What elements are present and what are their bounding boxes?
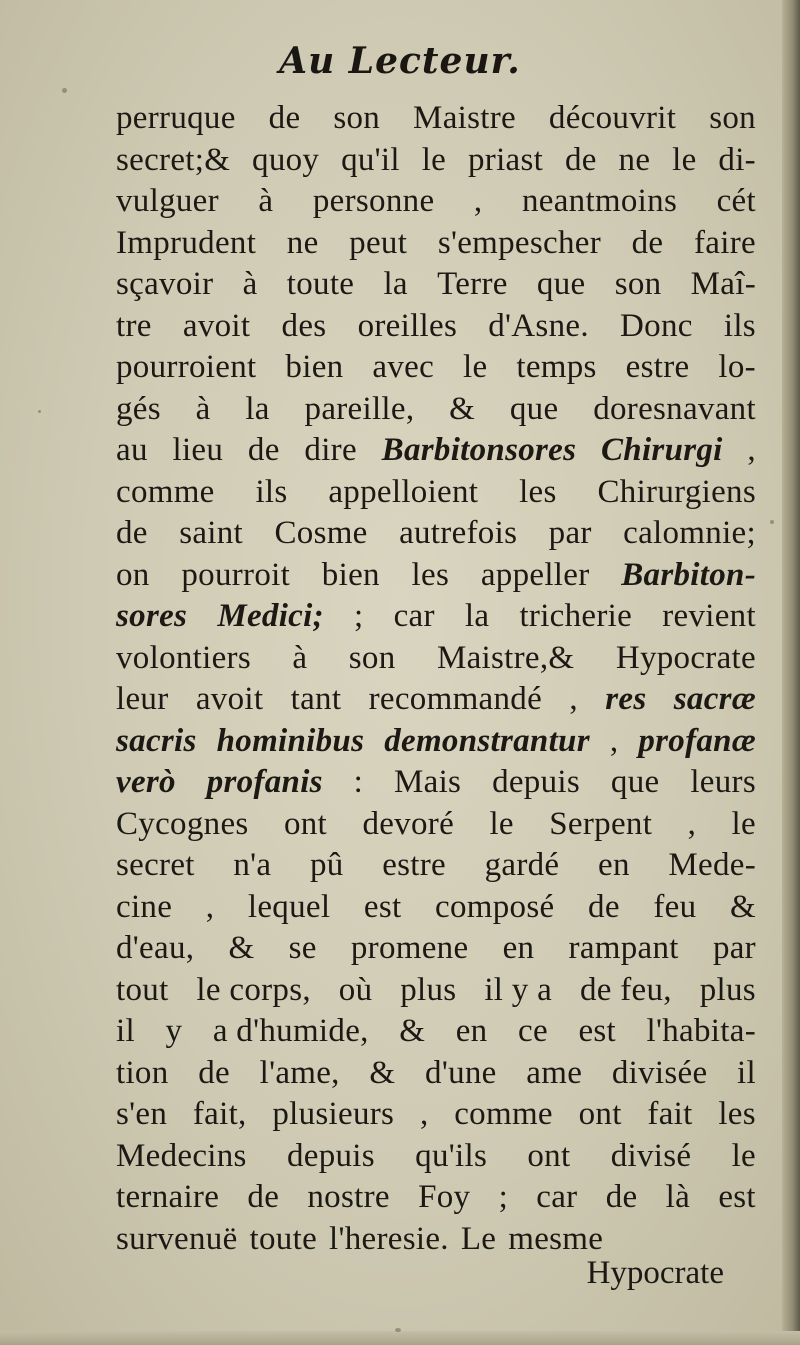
word: neantmoins bbox=[521, 183, 678, 219]
word: il bbox=[116, 1013, 135, 1049]
word: le corps, bbox=[196, 971, 311, 1008]
word: , bbox=[419, 1096, 429, 1132]
text-line bbox=[116, 98, 756, 140]
text-line bbox=[116, 1053, 756, 1095]
word: fait bbox=[647, 1096, 693, 1132]
word: se bbox=[288, 930, 317, 966]
word: rampant bbox=[568, 930, 679, 966]
word: l'heresie. bbox=[329, 1220, 449, 1257]
word: toute bbox=[249, 1220, 318, 1257]
word: Chirurgiens bbox=[597, 473, 756, 510]
text-line bbox=[116, 1094, 756, 1136]
word: que bbox=[610, 764, 660, 800]
text-line bbox=[116, 1219, 756, 1261]
word: Cycognes bbox=[116, 805, 249, 842]
word: & bbox=[399, 1013, 426, 1049]
text-line bbox=[116, 970, 756, 1012]
word: sacris bbox=[116, 722, 197, 759]
word: , bbox=[609, 722, 619, 759]
text-line bbox=[116, 264, 756, 306]
word: promene bbox=[350, 930, 469, 966]
word: Donc bbox=[620, 307, 693, 344]
word: qu'ils bbox=[415, 1137, 488, 1174]
word: Cosme bbox=[274, 515, 368, 551]
paper-speck bbox=[62, 88, 67, 93]
word: là bbox=[665, 1179, 691, 1215]
word: vulguer bbox=[116, 183, 219, 219]
word: ils bbox=[255, 473, 288, 510]
word: tant bbox=[290, 681, 342, 717]
word: bien bbox=[321, 556, 380, 593]
word: de bbox=[564, 141, 597, 178]
word: de bbox=[268, 100, 301, 136]
word: perruque bbox=[116, 100, 236, 136]
word: y bbox=[165, 1013, 183, 1049]
word: son bbox=[333, 100, 381, 136]
word: à bbox=[292, 639, 308, 676]
word: Mais bbox=[394, 764, 462, 800]
text-line bbox=[116, 223, 756, 265]
word: car bbox=[536, 1179, 578, 1215]
word: sores bbox=[116, 598, 188, 634]
word: il bbox=[737, 1054, 756, 1091]
word: cine bbox=[116, 888, 173, 925]
word: avec bbox=[372, 349, 435, 385]
word: Maistre bbox=[413, 100, 516, 136]
word: Maî- bbox=[690, 266, 756, 302]
word: est bbox=[363, 888, 402, 925]
word: plus bbox=[699, 971, 756, 1008]
word: le bbox=[463, 349, 488, 385]
word: Le bbox=[460, 1220, 497, 1257]
word: est bbox=[718, 1179, 756, 1215]
word: ternaire bbox=[116, 1179, 220, 1215]
word: de bbox=[605, 1179, 638, 1215]
word: découvrit bbox=[548, 100, 677, 136]
text-line bbox=[116, 389, 756, 431]
word: Medici; bbox=[217, 598, 324, 634]
word: appelloient bbox=[328, 473, 479, 510]
text-line bbox=[116, 430, 756, 472]
paper-speck bbox=[38, 410, 41, 413]
word: hominibus bbox=[216, 722, 365, 759]
word: cét bbox=[716, 183, 756, 219]
word: le bbox=[731, 805, 756, 842]
word: divisée bbox=[611, 1054, 708, 1091]
running-head: Au Lecteur. bbox=[279, 40, 521, 82]
word: Hypocrate bbox=[615, 639, 756, 676]
word: secret bbox=[116, 847, 195, 883]
word: ; bbox=[354, 598, 364, 634]
word: ont bbox=[527, 1137, 571, 1174]
word: d'une bbox=[425, 1054, 497, 1091]
word: son bbox=[348, 639, 396, 676]
word: de feu, bbox=[579, 971, 672, 1008]
word: peut bbox=[349, 224, 408, 261]
word: depuis bbox=[492, 764, 581, 800]
word: volontiers bbox=[116, 639, 251, 676]
word: ne bbox=[618, 141, 651, 178]
word: saint bbox=[179, 515, 244, 551]
word: l'ame, bbox=[259, 1054, 340, 1091]
word: n'a bbox=[233, 847, 272, 883]
word: profanis bbox=[206, 764, 323, 800]
word: survenuë bbox=[116, 1220, 238, 1257]
word: autrefois bbox=[399, 515, 518, 551]
word: à bbox=[195, 390, 211, 427]
word: Barbiton- bbox=[621, 556, 756, 593]
text-line bbox=[116, 513, 756, 555]
word: où bbox=[338, 971, 373, 1008]
word: , bbox=[569, 681, 578, 717]
word: : bbox=[353, 764, 364, 800]
word: il y a bbox=[484, 971, 553, 1008]
word: Mede- bbox=[668, 847, 756, 883]
word: la bbox=[245, 390, 270, 427]
body-text bbox=[116, 98, 756, 1260]
word: Chirurgi bbox=[601, 432, 723, 468]
text-line bbox=[116, 306, 756, 348]
word: lequel bbox=[247, 888, 331, 925]
word: Maistre,& bbox=[436, 639, 575, 676]
word: calomnie; bbox=[623, 515, 756, 551]
word: la bbox=[383, 266, 408, 302]
word: quoy bbox=[252, 141, 320, 178]
word: en bbox=[598, 847, 630, 883]
word: estre bbox=[625, 349, 690, 385]
catchword: Hypocrate bbox=[586, 1255, 724, 1291]
word: la bbox=[464, 598, 490, 634]
word: s'en bbox=[116, 1096, 168, 1132]
word: le bbox=[672, 141, 697, 178]
text-line bbox=[116, 555, 756, 597]
word: & bbox=[729, 888, 756, 925]
word: en bbox=[502, 930, 535, 966]
word: sçavoir bbox=[116, 266, 214, 302]
text-line bbox=[116, 887, 756, 929]
page-bottom-edge bbox=[0, 1331, 800, 1345]
word: revient bbox=[662, 598, 756, 634]
word: res bbox=[605, 681, 647, 717]
word: appeller bbox=[480, 556, 590, 593]
word: di- bbox=[718, 141, 756, 178]
word: ont bbox=[283, 805, 328, 842]
word: gés bbox=[116, 390, 161, 427]
word: car bbox=[393, 598, 435, 634]
word: tion bbox=[116, 1054, 169, 1091]
word: plusieurs bbox=[272, 1096, 395, 1132]
word: tre bbox=[116, 307, 152, 344]
word: fait, bbox=[192, 1096, 247, 1132]
paper-speck bbox=[770, 520, 774, 524]
word: en bbox=[455, 1013, 488, 1049]
word: lieu bbox=[172, 432, 224, 468]
text-line bbox=[116, 845, 756, 887]
word: à bbox=[242, 266, 258, 302]
word: & bbox=[449, 390, 476, 427]
word: sacræ bbox=[673, 681, 756, 717]
word: les bbox=[718, 1096, 756, 1132]
word: leurs bbox=[690, 764, 756, 800]
word: priast bbox=[467, 141, 544, 178]
word: ne bbox=[286, 224, 319, 261]
word: estre bbox=[382, 847, 446, 883]
word: nostre bbox=[307, 1179, 390, 1215]
word: d'Asne. bbox=[488, 307, 589, 344]
text-line bbox=[116, 1177, 756, 1219]
word: oreilles bbox=[357, 307, 458, 344]
paper-speck bbox=[395, 1328, 401, 1332]
word: pourroit bbox=[181, 556, 291, 593]
word: Terre bbox=[437, 266, 508, 302]
text-line bbox=[116, 1136, 756, 1178]
word: a d'humide, bbox=[212, 1013, 369, 1049]
text-line bbox=[116, 721, 756, 763]
word: des bbox=[281, 307, 327, 344]
word: Serpent bbox=[549, 805, 653, 842]
word: pareille, bbox=[304, 390, 415, 427]
word: doresnavant bbox=[593, 390, 756, 427]
word: les bbox=[519, 473, 557, 510]
word: les bbox=[411, 556, 450, 593]
word: & bbox=[228, 930, 255, 966]
word: à bbox=[258, 183, 274, 219]
text-line bbox=[116, 596, 756, 638]
word: demonstrantur bbox=[384, 722, 590, 759]
word: faire bbox=[694, 224, 756, 261]
word: qu'il bbox=[341, 141, 400, 178]
word: l'habita- bbox=[646, 1013, 756, 1049]
word: comme bbox=[454, 1096, 553, 1132]
word: ce bbox=[518, 1013, 548, 1049]
word: son bbox=[614, 266, 662, 302]
word: s'empescher bbox=[437, 224, 601, 261]
word: & bbox=[369, 1054, 396, 1091]
word: secret;& bbox=[116, 141, 231, 178]
word: avoit bbox=[195, 681, 264, 717]
word: personne bbox=[312, 183, 435, 219]
word: de bbox=[198, 1054, 230, 1091]
word: est bbox=[578, 1013, 617, 1049]
text-line bbox=[116, 1011, 756, 1053]
word: gardé bbox=[484, 847, 560, 883]
word: , bbox=[205, 888, 215, 925]
text-line bbox=[116, 762, 756, 804]
word: que bbox=[509, 390, 559, 427]
word: temps bbox=[516, 349, 597, 385]
word: Imprudent bbox=[116, 224, 257, 261]
word: ont bbox=[578, 1096, 622, 1132]
word: de bbox=[247, 1179, 280, 1215]
text-line bbox=[116, 472, 756, 514]
text-line bbox=[116, 804, 756, 846]
word: devoré bbox=[362, 805, 455, 842]
word: , bbox=[747, 432, 756, 468]
text-line bbox=[116, 679, 756, 721]
word: le bbox=[421, 141, 447, 178]
word: son bbox=[709, 100, 756, 136]
word: depuis bbox=[286, 1137, 375, 1174]
word: recommandé bbox=[368, 681, 543, 717]
word: plus bbox=[400, 971, 457, 1008]
word: que bbox=[536, 266, 586, 302]
word: Barbitonsores bbox=[381, 432, 577, 468]
word: de bbox=[631, 224, 664, 261]
word: leur bbox=[116, 681, 169, 717]
text-line bbox=[116, 181, 756, 223]
word: de bbox=[116, 515, 148, 551]
word: ils bbox=[723, 307, 756, 344]
text-line bbox=[116, 928, 756, 970]
word: toute bbox=[286, 266, 355, 302]
text-line bbox=[116, 140, 756, 182]
word: comme bbox=[116, 473, 215, 510]
word: lo- bbox=[718, 349, 756, 385]
text-line bbox=[116, 347, 756, 389]
word: feu bbox=[653, 888, 697, 925]
word: Foy bbox=[418, 1179, 471, 1215]
word: par bbox=[548, 515, 592, 551]
word: Medecins bbox=[116, 1137, 247, 1174]
word: le bbox=[731, 1137, 756, 1174]
word: mesme bbox=[508, 1220, 604, 1257]
word: composé bbox=[435, 888, 555, 925]
word: dire bbox=[304, 432, 357, 468]
word: d'eau, bbox=[116, 930, 195, 966]
word: le bbox=[489, 805, 514, 842]
word: par bbox=[712, 930, 756, 966]
word: bien bbox=[285, 349, 344, 385]
page-edge bbox=[782, 0, 800, 1345]
text-line bbox=[116, 638, 756, 680]
word: tout bbox=[116, 971, 169, 1008]
word: ; bbox=[498, 1179, 509, 1215]
word: tricherie bbox=[519, 598, 633, 634]
word: de bbox=[588, 888, 620, 925]
word: ame bbox=[526, 1054, 583, 1091]
word: verò bbox=[116, 764, 176, 800]
word: , bbox=[687, 805, 697, 842]
word: on bbox=[116, 556, 150, 593]
word: pû bbox=[309, 847, 344, 883]
word: pourroient bbox=[116, 349, 257, 385]
word: divisé bbox=[610, 1137, 692, 1174]
word: profanæ bbox=[638, 722, 756, 759]
word: de bbox=[247, 432, 280, 468]
word: au bbox=[116, 432, 148, 468]
word: avoit bbox=[182, 307, 251, 344]
word: , bbox=[473, 183, 483, 219]
